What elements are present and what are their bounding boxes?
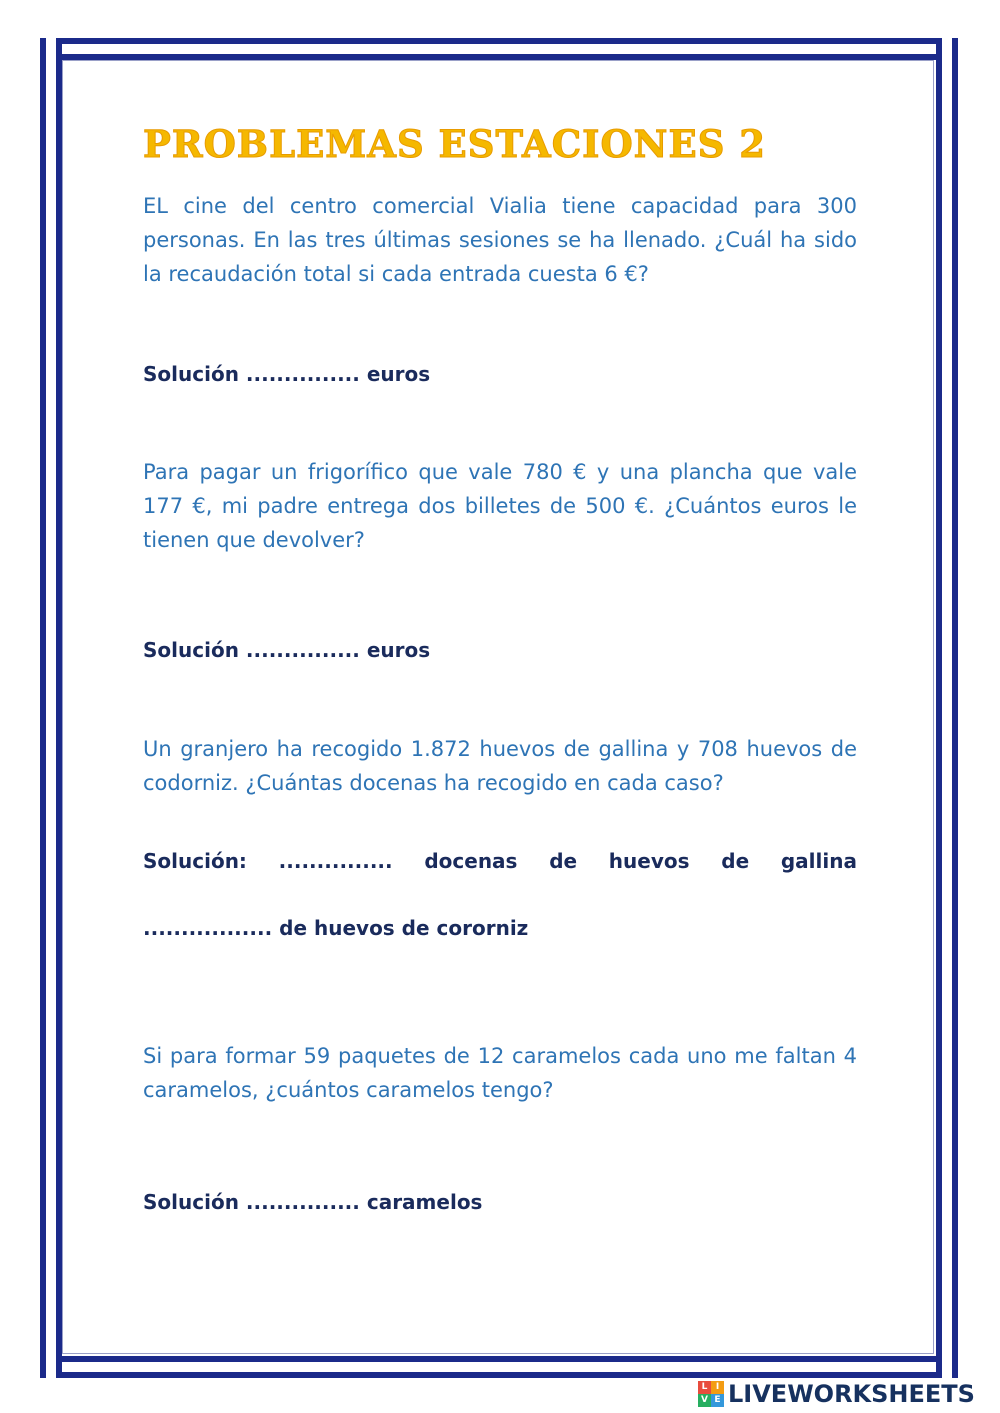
answer-blank-2[interactable]: ............... — [245, 638, 360, 662]
page-title: PROBLEMAS ESTACIONES 2 — [143, 122, 767, 166]
problem-1-solution — [143, 362, 430, 386]
problem-2-text: Para pagar un frigorífico que vale 780 € y una plancha que vale 177 €, mi padre entrega dos billetes de 500 €. ¿Cuántos euros le tienen que devolver? — [143, 460, 857, 552]
decorative-border-right — [936, 38, 958, 1378]
solution-unit: euros — [366, 362, 431, 386]
solution-word: de — [549, 849, 578, 873]
solution-unit: euros — [366, 638, 431, 662]
liveworksheets-logo-icon — [698, 1381, 724, 1407]
answer-blank-1[interactable]: ............... — [245, 362, 360, 386]
solution-word: de — [721, 849, 750, 873]
solution-label: Solución — [143, 638, 239, 662]
logo-letter: L — [698, 1381, 711, 1394]
logo-letter: I — [711, 1381, 724, 1394]
problem-4-solution — [143, 1190, 482, 1214]
problem-3-solution-line-2 — [143, 916, 528, 940]
problem-4-text: Si para formar 59 paquetes de 12 caramelos cada uno me faltan 4 caramelos, ¿cuántos caramelos tengo? — [143, 1044, 857, 1102]
liveworksheets-brand — [698, 1378, 975, 1410]
problem-3-text: Un granjero ha recogido 1.872 huevos de gallina y 708 huevos de codorniz. ¿Cuántas docenas ha recogido en cada caso? — [143, 737, 857, 795]
solution-label: Solución: — [143, 849, 247, 873]
logo-letter: V — [698, 1394, 711, 1407]
decorative-border-left — [40, 38, 62, 1378]
solution-word: gallina — [780, 849, 857, 873]
answer-blank-4[interactable]: ............... — [245, 1190, 360, 1214]
solution-word: docenas — [424, 849, 518, 873]
problem-3-solution-line-1 — [143, 849, 857, 873]
solution-unit: caramelos — [366, 1190, 483, 1214]
decorative-border-bottom — [40, 1356, 958, 1378]
problem-1-text: EL cine del centro comercial Vialia tiene capacidad para 300 personas. En las tres últimas sesiones se ha llenado. ¿Cuál ha sido la recaudación total si cada entrada cuesta 6 €? — [143, 194, 857, 286]
brand-name: LIVEWORKSHEETS — [728, 1380, 975, 1408]
decorative-border-top — [40, 38, 958, 60]
logo-letter: E — [711, 1394, 724, 1407]
solution-unit: de huevos de cororniz — [279, 916, 529, 940]
answer-blank-3a[interactable]: ............... — [278, 849, 393, 873]
solution-label: Solución — [143, 1190, 239, 1214]
solution-word: huevos — [608, 849, 690, 873]
solution-label: Solución — [143, 362, 239, 386]
problem-2-solution — [143, 638, 430, 662]
answer-blank-3b[interactable]: ................. — [143, 916, 273, 940]
